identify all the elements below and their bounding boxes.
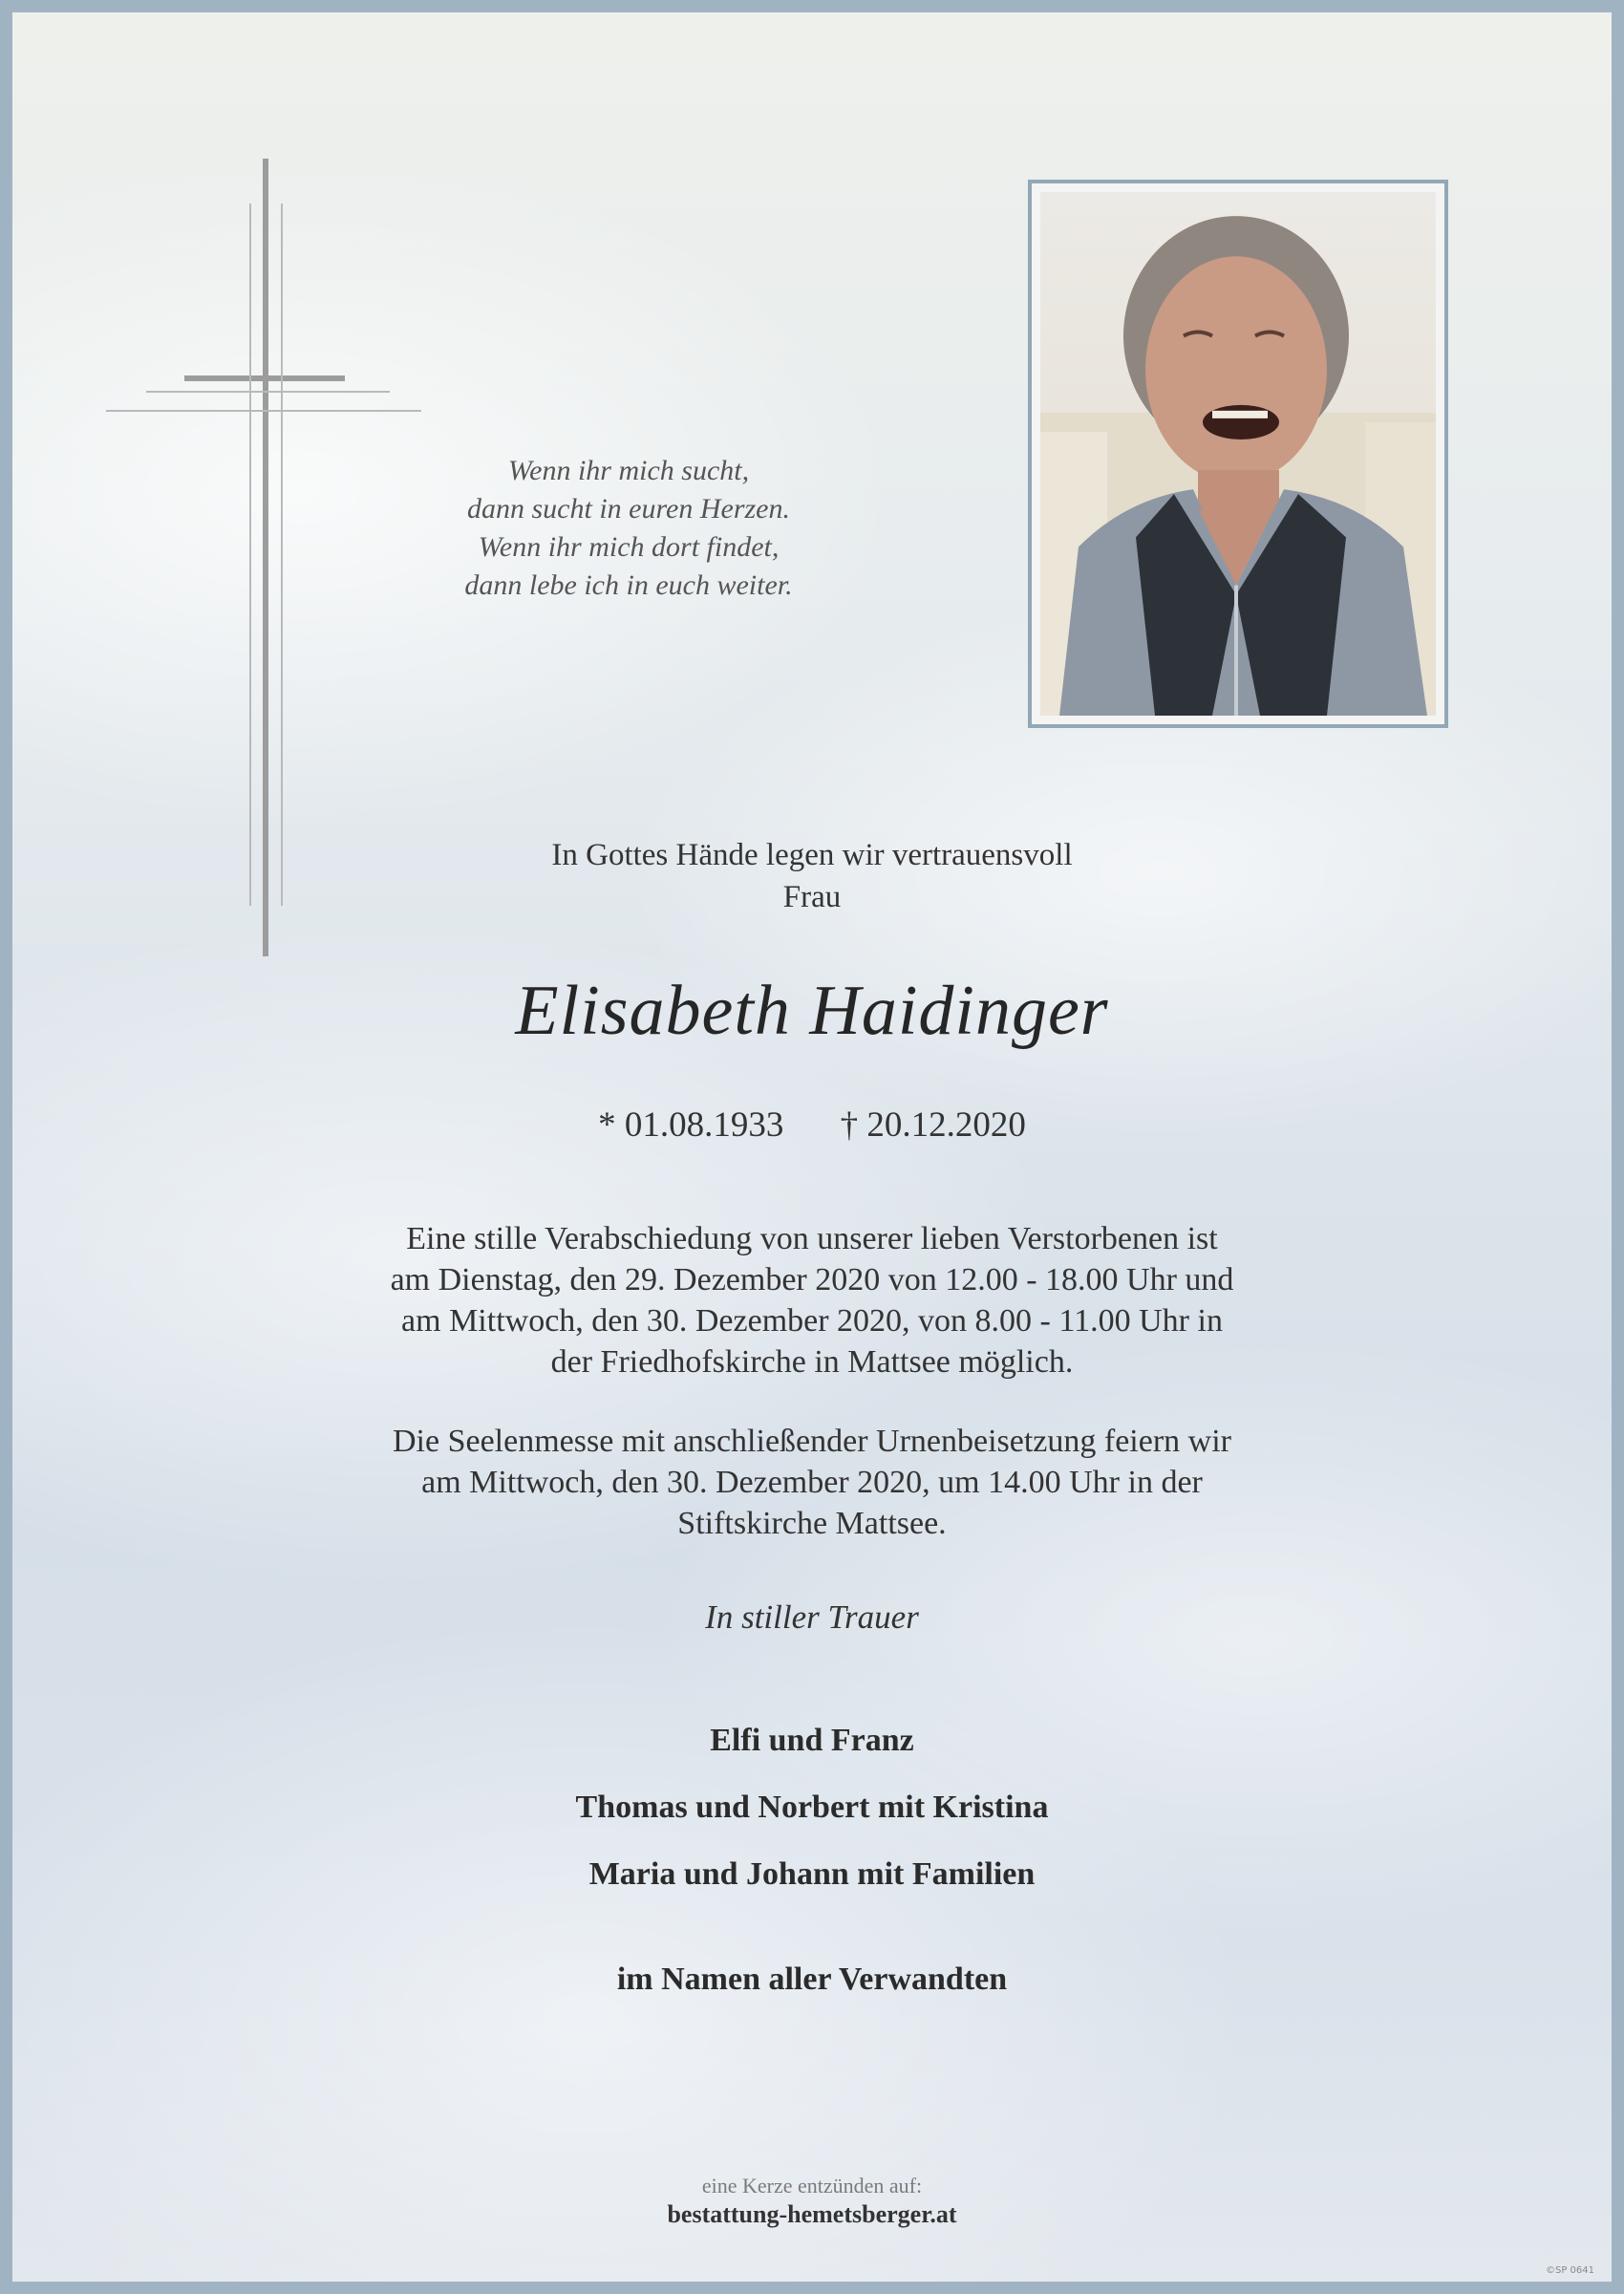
quote-line: Wenn ihr mich sucht, — [507, 455, 750, 486]
candle-prompt: eine Kerze entzünden auf: — [701, 2174, 923, 2198]
deceased-name: Elisabeth Haidinger — [515, 972, 1109, 1050]
portrait-illustration — [1040, 192, 1436, 716]
intro-title: Frau — [782, 880, 842, 914]
website-link[interactable]: bestattung-hemetsberger.at — [667, 2200, 957, 2228]
portrait-photo — [1040, 192, 1436, 716]
birth-date: * 01.08.1933 — [598, 1105, 784, 1145]
memorial-quote — [428, 452, 829, 605]
paragraph-line: Stiftskirche Mattsee. — [677, 1506, 947, 1541]
paragraph-line: am Dienstag, den 29. Dezember 2020 von 12.00 - 18.00 Uhr und — [390, 1262, 1234, 1297]
family-member: Elfi und Franz — [710, 1723, 914, 1758]
paragraph-line: der Friedhofskirche in Mattsee möglich. — [550, 1344, 1074, 1380]
print-code: ©SP 0641 — [1545, 2265, 1594, 2276]
intro-text — [12, 834, 1612, 918]
quote-line: dann lebe ich in euch weiter. — [464, 569, 793, 601]
family-member: Maria und Johann mit Familien — [588, 1856, 1036, 1892]
obituary-card — [12, 12, 1612, 2282]
paragraph-line: am Mittwoch, den 30. Dezember 2020, um 14.00 Uhr in der — [421, 1465, 1203, 1500]
quote-line: dann sucht in euren Herzen. — [467, 493, 790, 525]
family-member: Thomas und Norbert mit Kristina — [575, 1790, 1049, 1825]
life-dates — [12, 1104, 1612, 1146]
intro-line: In Gottes Hände legen wir vertrauensvoll — [551, 838, 1073, 872]
paragraph-line: am Mittwoch, den 30. Dezember 2020, von 8.00 - 11.00 Uhr in — [401, 1303, 1223, 1339]
portrait-frame — [1028, 180, 1448, 728]
farewell-paragraph — [12, 1218, 1612, 1383]
quote-line: Wenn ihr mich dort findet, — [478, 531, 780, 563]
mass-paragraph — [12, 1421, 1612, 1544]
paragraph-line: Die Seelenmesse mit anschließender Urnenbeisetzung feiern wir — [392, 1424, 1231, 1459]
relatives-line: im Namen aller Verwandten — [616, 1962, 1008, 1997]
paragraph-line: Eine stille Verabschiedung von unserer lieben Verstorbenen ist — [406, 1221, 1218, 1256]
death-date: † 20.12.2020 — [840, 1105, 1026, 1145]
mourning-line: In stiller Trauer — [705, 1598, 919, 1636]
